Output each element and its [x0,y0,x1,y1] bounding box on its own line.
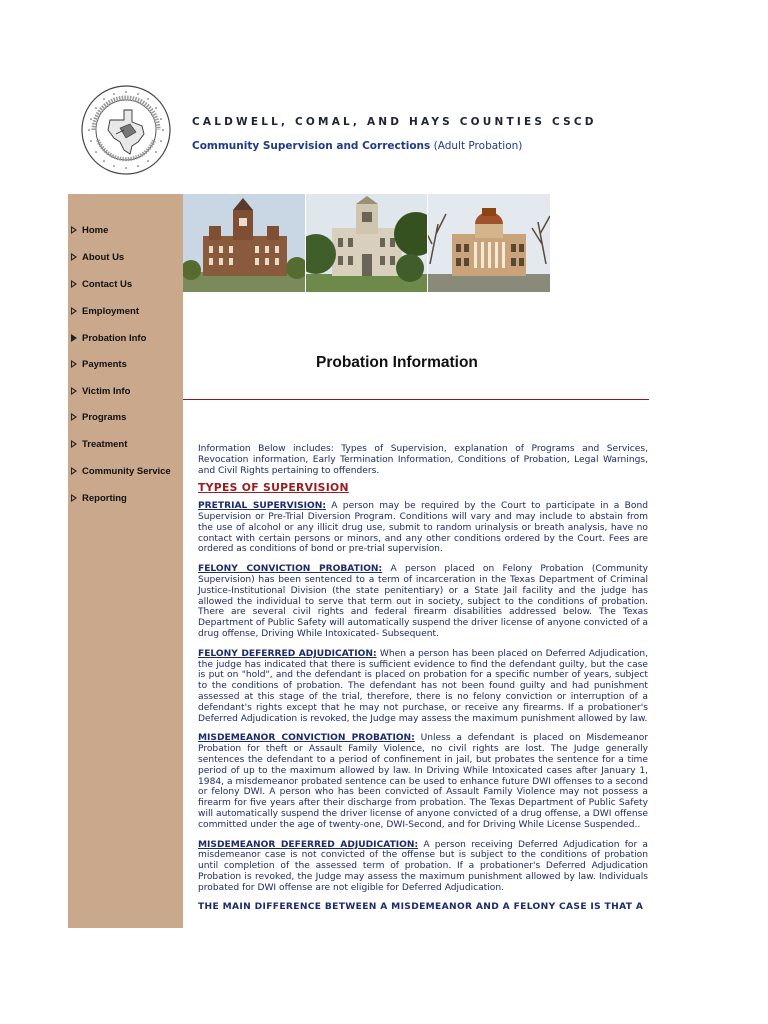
triangle-right-icon [71,253,77,261]
triangle-right-icon [71,360,77,368]
sidebar-item-about-us[interactable] [71,250,124,264]
organization-subtitle-bold: Community Supervision and Corrections [192,140,431,152]
sidebar-item-label: Reporting [82,492,127,504]
sidebar-item-payments[interactable] [71,357,127,371]
page-title: Probation Information [316,354,478,371]
sidebar-item-probation-info[interactable] [71,331,146,345]
intro-paragraph: Information Below includes: Types of Supervision, explanation of Programs and Services, Revocation information, Early Termination Information, Conditions of Probation, Legal Warnings, and Civil Rights pertaining to offenders. [198,444,648,476]
supervision-paragraph [198,564,648,640]
sidebar-item-label: Home [82,224,109,236]
divider [183,399,649,400]
supervision-paragraph [198,649,648,725]
supervision-term: FELONY DEFERRED ADJUDICATION: [198,648,377,659]
closing-line: THE MAIN DIFFERENCE BETWEEN A MISDEMEANOR AND A FELONY CASE IS THAT A [198,902,644,913]
sidebar-item-treatment[interactable] [71,437,127,451]
supervision-paragraph [198,501,648,555]
triangle-right-icon [71,440,77,448]
supervision-text: A person placed on Felony Probation (Community Supervision) has been sentenced to a term of incarceration in the Texas Department of Criminal Justice-Institutional Division (the state penitentiary) or a State Jail facility and the judge has allowed the individual to serve that term out in society, subject to the conditions of probation. There are several civil rights and federal firearm disabilities addressed below. The Texas Department of Public Safety will automatically suspend the driver license of anyone convicted of a drug offense, Driving While Intoxicated- Subsequent. [198,564,648,639]
sidebar-item-community-service[interactable] [71,464,171,478]
sidebar-item-home[interactable] [71,223,108,237]
organization-title: CALDWELL, COMAL, AND HAYS COUNTIES CSCD [192,116,597,128]
courthouse-photo-caldwell [183,194,305,292]
courthouse-photo-hays [428,194,550,292]
supervision-text: When a person has been placed on Deferred Adjudication, the judge has indicated that there is sufficient evidence to find the defendant guilty, but the case is put on "hold", and the defendant is placed on probation for a specific number of years, subject to the conditions of probation. The defendant has not been found guilty and had punishment assessed at this stage of the trial, therefore, there is no felony conviction or interruption of a defendant's rights except that he may not purchase, or receive any firearms. If a probationer's Deferred Adjudication is revoked, the Judge may assess the maximum punishment allowed by law. [198,648,648,724]
section-title: TYPES OF SUPERVISION [198,481,349,495]
triangle-right-icon [71,307,77,315]
triangle-right-icon [71,413,77,421]
sidebar-item-label: About Us [82,251,125,263]
triangle-right-icon [71,494,77,502]
sidebar-item-reporting[interactable] [71,491,127,505]
supervision-text: A person may be required by the Court to participate in a Bond Supervision or Pre-Trial Diversion Program. Conditions will vary and may include to abstain from the use of alcohol or any illicit drug use, submit to random urinalysis or breath analysis, have no contact with certain persons or minors, and any other conditions ordered by the Court. Fees are ordered as conditions of bond or pre-trial supervision. [198,501,648,555]
triangle-right-icon [71,280,77,288]
sidebar-item-label: Programs [82,411,127,423]
supervision-term: FELONY CONVICTION PROBATION: [198,564,383,575]
triangle-right-icon [71,467,77,475]
organization-subtitle-rest: (Adult Probation) [430,140,523,152]
supervision-paragraph [198,733,648,830]
organization-subtitle [192,140,522,152]
sidebar-item-label: Treatment [82,438,128,450]
county-seal-icon [80,84,172,176]
sidebar-item-victim-info[interactable] [71,384,130,398]
supervision-text: A person receiving Deferred Adjudication for a misdemeanor case is not convicted of the offense but is subject to the conditions of probation until completion of the assessed term of probation. If a probationer's Deferred Adjudication Probation is revoked, the Judge may assess the maximum punishment allowed by law. Individuals probated for DWI offense are not eligible for Deferred Adjudication. [198,839,648,893]
sidebar-item-label: Probation Info [82,332,147,344]
supervision-term: PRETRIAL SUPERVISION: [198,501,327,512]
supervision-term: MISDEMEANOR DEFERRED ADJUDICATION: [198,839,419,850]
triangle-right-icon [71,387,77,395]
sidebar-nav [68,194,183,928]
sidebar-item-employment[interactable] [71,304,139,318]
supervision-term: MISDEMEANOR CONVICTION PROBATION: [198,733,415,744]
sidebar-item-label: Victim Info [82,385,131,397]
sidebar-item-contact-us[interactable] [71,277,132,291]
sidebar-item-programs[interactable] [71,410,126,424]
courthouse-photo-comal [306,194,427,292]
sidebar-item-label: Payments [82,358,127,370]
triangle-right-icon [71,226,77,234]
supervision-paragraph [198,840,648,894]
triangle-right-filled-icon [71,334,77,342]
sidebar-item-label: Employment [82,305,140,317]
main-content [198,444,648,922]
sidebar-item-label: Contact Us [82,278,133,290]
courthouse-photo-banner [183,194,550,292]
supervision-text: Unless a defendant is placed on Misdemeanor Probation for theft or Assault Family Violence, no civil rights are lost. The Judge generally sentences the defendant to a period of confinement in jail, but probates the sentence for a time period of up to the maximum allowed by law. In Driving While Intoxicated cases after January 1, 1984, a misdemeanor probated sentence can be used to enhance future DWI offenses to a second or felony DWI. A person who has been convicted of Assault Family Violence may not possess a firearm for five years after their discharge from probation. The Texas Department of Public Safety will automatically suspend the driver license of anyone convicted of a drug offense, a DWI offense committed under the age of twenty-one, DWI-Second, and for Driving While License Suspended.. [198,733,649,830]
sidebar-item-label: Community Service [82,465,171,477]
